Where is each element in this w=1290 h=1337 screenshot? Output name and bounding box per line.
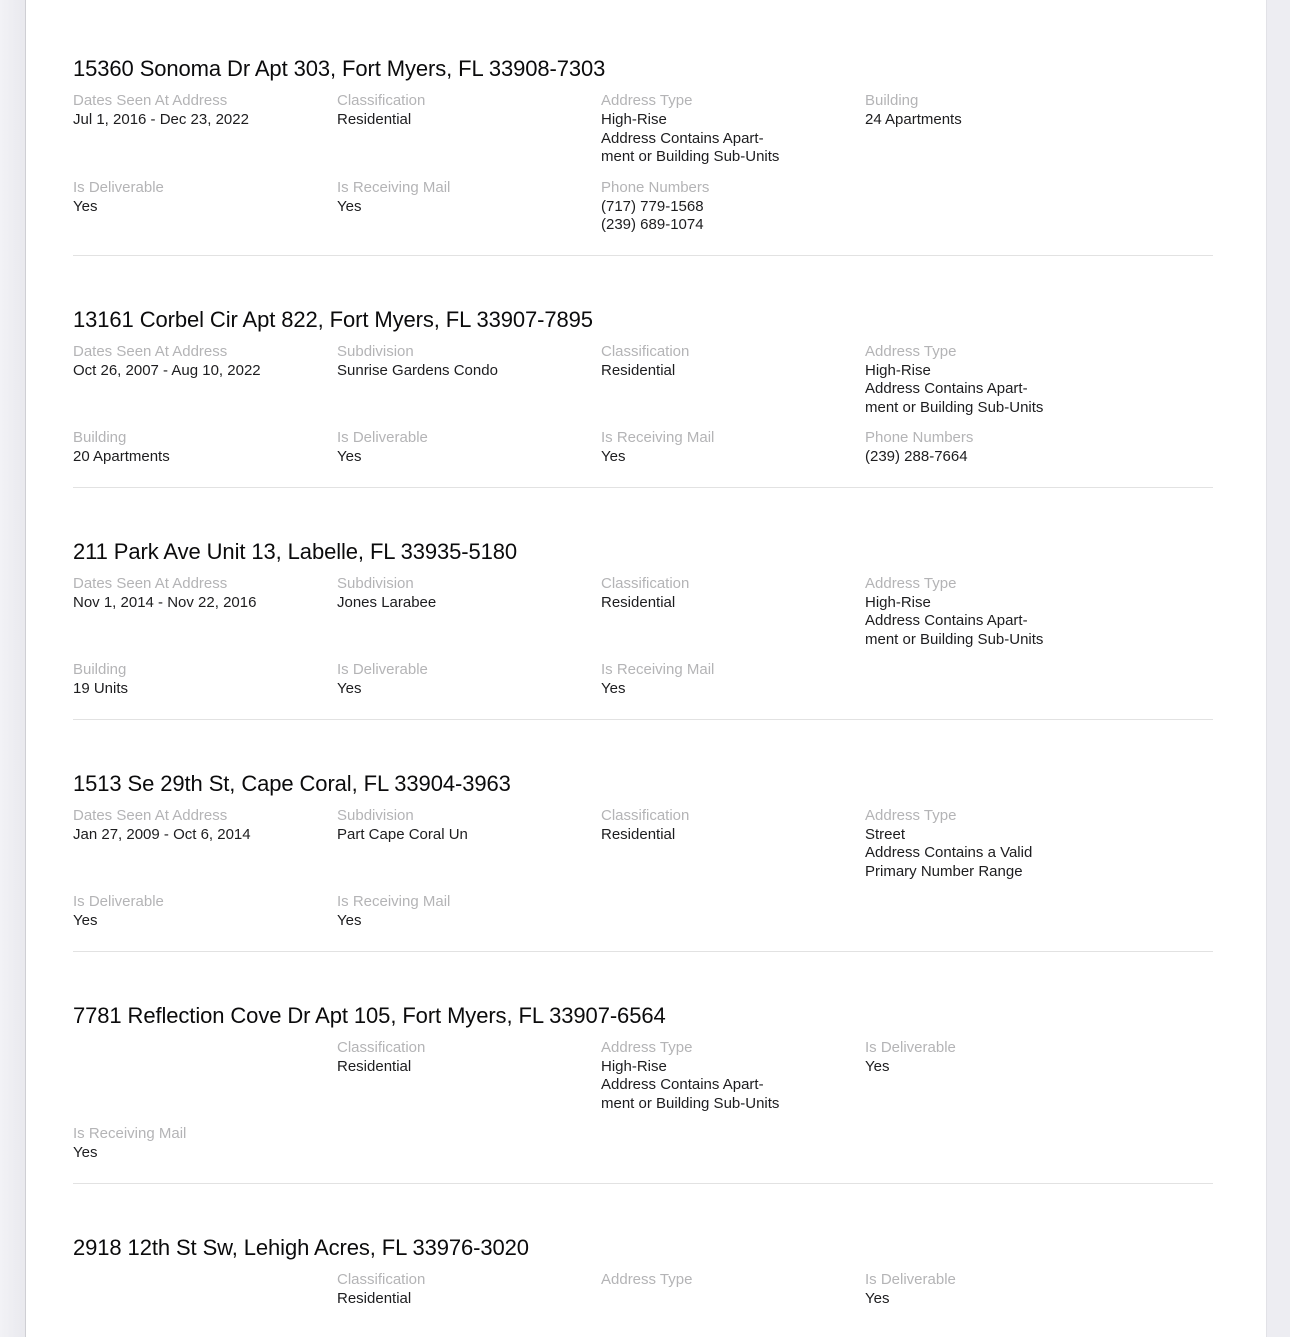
field-label: Is Deliverable — [337, 661, 428, 678]
field-value-line: 20 Apartments — [73, 448, 170, 465]
field-is-deliverable — [73, 177, 337, 235]
field-value — [865, 111, 1115, 130]
field-label: Is Receiving Mail — [601, 661, 715, 678]
field-cell-empty — [601, 1123, 865, 1163]
field-cell-empty — [601, 891, 865, 931]
field-label: Classification — [601, 574, 690, 592]
field-value — [865, 448, 1115, 467]
field-value — [73, 198, 323, 217]
field-value — [73, 594, 323, 613]
field-value-line: ment or Building Sub-Units — [601, 148, 780, 165]
field-label: Address Type — [865, 342, 957, 360]
field-value-line: Residential — [337, 1289, 412, 1307]
field-value — [601, 448, 851, 467]
field-value-line: Yes — [73, 197, 98, 215]
field-value-line: Yes — [865, 1057, 890, 1075]
field-value — [337, 448, 587, 467]
field-address-type — [865, 573, 1129, 650]
field-label: Classification — [601, 806, 690, 824]
field-phone-numbers — [601, 177, 865, 235]
field-value-line: Sunrise Gardens Condo — [337, 361, 498, 379]
field-classification — [337, 1269, 601, 1309]
field-label: Is Deliverable — [865, 1038, 956, 1056]
field-building — [73, 659, 337, 699]
address-record-fields — [73, 805, 1213, 931]
field-is-receiving-mail — [601, 659, 865, 699]
field-label: Address Type — [865, 806, 957, 824]
field-label: Dates Seen At Address — [73, 574, 228, 592]
address-record-fields — [73, 1037, 1213, 1163]
field-value — [73, 826, 323, 845]
field-value-line: High-Rise — [601, 111, 667, 128]
address-record — [73, 539, 1213, 720]
field-label: Address Type — [865, 574, 957, 592]
address-record-title: 2918 12th St Sw, Lehigh Acres, FL 33976-3020 — [73, 1234, 529, 1260]
field-label: Address Type — [601, 1038, 693, 1056]
field-label: Classification — [337, 92, 426, 109]
field-is-receiving-mail — [73, 1123, 337, 1163]
field-value — [337, 198, 587, 217]
field-value-line: Address Contains Apart- — [601, 129, 764, 147]
field-value-line: ment or Building Sub-Units — [865, 630, 1044, 648]
field-label: Is Deliverable — [865, 1270, 956, 1288]
field-address-type — [865, 805, 1129, 882]
field-value-line: Yes — [73, 1144, 98, 1161]
field-value-line: 19 Units — [73, 680, 129, 697]
field-value-line: (717) 779-1568 — [601, 197, 704, 215]
field-value-line: Yes — [337, 912, 362, 929]
field-is-deliverable — [865, 1037, 1129, 1114]
field-label: Is Deliverable — [73, 893, 164, 910]
field-classification — [601, 805, 865, 882]
address-record-fields — [73, 573, 1213, 699]
field-is-receiving-mail — [601, 427, 865, 467]
field-value-line: Part Cape Coral Un — [337, 825, 468, 843]
field-address-type — [601, 1037, 865, 1114]
address-record — [73, 771, 1213, 952]
left-page-edge — [0, 0, 26, 1337]
field-value — [865, 362, 1115, 418]
field-value — [865, 1290, 1115, 1309]
field-value-line: Address Contains Apart- — [865, 612, 1028, 629]
address-record-fields — [73, 341, 1213, 467]
field-label: Classification — [337, 1270, 426, 1288]
field-value-line: Yes — [865, 1289, 890, 1307]
field-is-receiving-mail — [337, 177, 601, 235]
field-label: Phone Numbers — [601, 178, 710, 196]
field-subdivision — [337, 805, 601, 882]
field-label: Is Receiving Mail — [337, 178, 451, 196]
field-label: Building — [73, 661, 127, 678]
field-label: Dates Seen At Address — [73, 92, 228, 109]
field-label: Address Type — [601, 1270, 693, 1288]
field-is-deliverable — [337, 659, 601, 699]
field-value-line: Jul 1, 2016 - Dec 23, 2022 — [73, 111, 249, 128]
field-cell-empty — [73, 1269, 337, 1309]
address-record-title: 211 Park Ave Unit 13, Labelle, FL 33935-5180 — [73, 538, 518, 564]
field-value-line: Oct 26, 2007 - Aug 10, 2022 — [73, 361, 261, 379]
address-record-title: 1513 Se 29th St, Cape Coral, FL 33904-3963 — [73, 770, 511, 796]
field-value — [601, 594, 851, 613]
field-cell-empty — [865, 659, 1129, 699]
field-value — [601, 1058, 851, 1114]
field-value-line: Jan 27, 2009 - Oct 6, 2014 — [73, 825, 251, 843]
field-value-line: (239) 288-7664 — [865, 448, 968, 465]
field-label: Dates Seen At Address — [73, 342, 228, 360]
field-value-line: High-Rise — [865, 361, 931, 379]
field-value-line: Residential — [337, 1057, 412, 1075]
address-history-list — [26, 0, 1213, 1328]
address-record-fields — [73, 90, 1213, 235]
field-value-line: Residential — [337, 111, 412, 128]
field-value — [601, 362, 851, 381]
field-label: Subdivision — [337, 574, 414, 592]
field-label: Building — [73, 429, 127, 446]
field-value — [337, 912, 587, 931]
field-value — [73, 362, 323, 381]
address-record-title: 7781 Reflection Cove Dr Apt 105, Fort Myers, FL 33907-6564 — [73, 1002, 666, 1028]
field-value — [601, 680, 851, 699]
field-value — [601, 111, 851, 167]
field-label: Is Receiving Mail — [337, 893, 451, 910]
field-address-type — [865, 341, 1129, 418]
field-value-line: Address Contains a Valid — [865, 844, 1033, 861]
field-address-type — [601, 1269, 865, 1309]
address-record-fields — [73, 1269, 1213, 1309]
field-classification — [337, 1037, 601, 1114]
field-building — [865, 90, 1129, 167]
field-value-line: ment or Building Sub-Units — [865, 398, 1044, 416]
field-value-line: Address Contains Apart- — [601, 1076, 764, 1093]
field-label: Dates Seen At Address — [73, 806, 228, 824]
field-value-line: Street — [865, 825, 906, 843]
field-value-line: Yes — [337, 448, 362, 465]
address-record — [73, 56, 1213, 256]
field-value-line: 24 Apartments — [865, 111, 962, 128]
field-value — [865, 826, 1115, 882]
field-is-receiving-mail — [337, 891, 601, 931]
field-value-line: Jones Larabee — [337, 593, 437, 611]
field-cell-empty — [865, 1123, 1129, 1163]
field-dates-seen-at-address — [73, 573, 337, 650]
field-value-line: Yes — [337, 680, 362, 697]
field-value — [337, 1058, 587, 1077]
field-label: Subdivision — [337, 806, 414, 824]
field-value — [73, 1144, 323, 1163]
field-value — [337, 826, 587, 845]
field-value-line: High-Rise — [601, 1057, 667, 1075]
field-building — [73, 427, 337, 467]
field-label: Is Receiving Mail — [601, 429, 715, 446]
field-value-line: Yes — [337, 197, 362, 215]
field-label: Building — [865, 92, 919, 109]
field-value-line: Yes — [73, 912, 98, 929]
field-is-deliverable — [73, 891, 337, 931]
field-value — [865, 1058, 1115, 1077]
field-value — [337, 1290, 587, 1309]
field-value — [337, 680, 587, 699]
field-cell-empty — [865, 177, 1129, 235]
field-label: Is Receiving Mail — [73, 1125, 187, 1142]
field-classification — [601, 573, 865, 650]
field-value — [73, 111, 323, 130]
field-cell-empty — [73, 1037, 337, 1114]
field-value-line: Residential — [601, 593, 676, 611]
field-value — [601, 826, 851, 845]
field-dates-seen-at-address — [73, 341, 337, 418]
field-cell-empty — [865, 891, 1129, 931]
address-record — [73, 1003, 1213, 1184]
field-value-line: Nov 1, 2014 - Nov 22, 2016 — [73, 593, 257, 611]
field-value — [865, 594, 1115, 650]
field-value-line: High-Rise — [865, 593, 931, 611]
address-record-title: 15360 Sonoma Dr Apt 303, Fort Myers, FL 33908-7303 — [73, 56, 606, 81]
field-label: Is Deliverable — [337, 429, 428, 446]
field-label: Is Deliverable — [73, 178, 164, 196]
field-value-line: Yes — [601, 448, 626, 465]
field-dates-seen-at-address — [73, 90, 337, 167]
field-label: Subdivision — [337, 342, 414, 360]
right-page-edge — [1266, 0, 1290, 1337]
field-address-type — [601, 90, 865, 167]
field-cell-empty — [337, 1123, 601, 1163]
field-value — [337, 362, 587, 381]
address-record — [73, 307, 1213, 488]
field-phone-numbers — [865, 427, 1129, 467]
field-is-deliverable — [865, 1269, 1129, 1309]
field-value-line: (239) 689-1074 — [601, 216, 704, 233]
field-value-line: Residential — [601, 361, 676, 379]
address-record — [73, 1235, 1213, 1329]
field-classification — [601, 341, 865, 418]
field-label: Classification — [337, 1038, 426, 1056]
field-value — [73, 448, 323, 467]
field-classification — [337, 90, 601, 167]
field-label: Phone Numbers — [865, 429, 974, 446]
field-value — [337, 111, 587, 130]
field-value-line: Address Contains Apart- — [865, 380, 1028, 397]
field-value — [73, 680, 323, 699]
field-label: Classification — [601, 342, 690, 360]
field-subdivision — [337, 573, 601, 650]
field-value-line: ment or Building Sub-Units — [601, 1094, 780, 1112]
field-value — [601, 198, 851, 235]
address-record-title: 13161 Corbel Cir Apt 822, Fort Myers, FL 33907-7895 — [73, 306, 593, 332]
field-value — [337, 594, 587, 613]
field-dates-seen-at-address — [73, 805, 337, 882]
field-label: Address Type — [601, 92, 693, 109]
field-subdivision — [337, 341, 601, 418]
field-value — [73, 912, 323, 931]
field-value-line: Yes — [601, 680, 626, 697]
field-value-line: Primary Number Range — [865, 862, 1023, 880]
field-value-line: Residential — [601, 825, 676, 843]
field-is-deliverable — [337, 427, 601, 467]
